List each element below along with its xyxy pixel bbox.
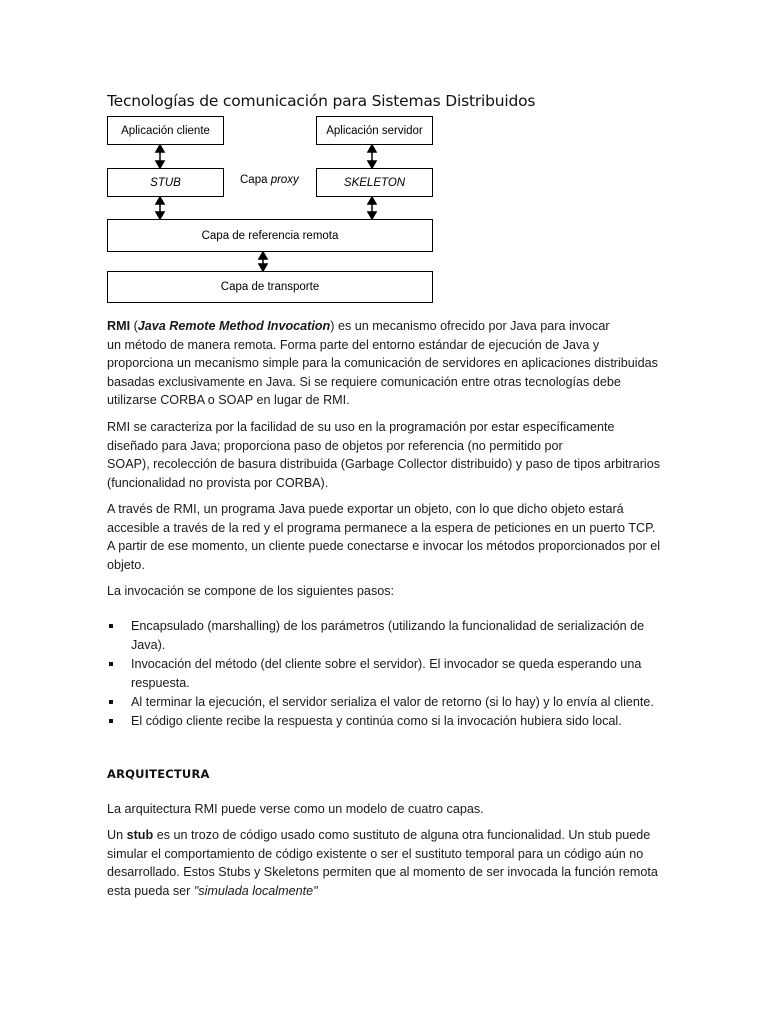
rmi-export-paragraph: A través de RMI, un programa Java puede exportar un objeto, con lo que dicho objeto estará accesible a través de la red y el programa permanece a la espera de peticiones en un puerto TCP. A partir de ese momento, un cliente puede conectarse e invocar los métodos proporcionados por el objeto. xyxy=(107,502,661,572)
rmi-layer-diagram xyxy=(0,0,768,320)
architecture-heading: ARQUITECTURA xyxy=(107,767,210,781)
client-app-box: Aplicación cliente xyxy=(107,116,224,145)
invocation-steps-intro: La invocación se compone de los siguientes pasos: xyxy=(107,584,395,598)
proxy-layer-label: Capa proxy xyxy=(240,174,299,186)
list-item: El código cliente recibe la respuesta y continúa como si la invocación hubiera sido local. xyxy=(107,712,667,731)
arrowhead-down xyxy=(259,264,267,271)
arrowhead-up xyxy=(156,145,164,152)
architecture-paragraph: La arquitectura RMI puede verse como un modelo de cuatro capas. xyxy=(107,802,484,816)
invocation-steps-list xyxy=(107,617,667,731)
remote-reference-box: Capa de referencia remota xyxy=(107,219,433,252)
arrowhead-down xyxy=(368,212,376,219)
server-app-box: Aplicación servidor xyxy=(316,116,433,145)
bullet-icon xyxy=(109,700,113,704)
arrowhead-down xyxy=(368,161,376,168)
transport-box: Capa de transporte xyxy=(107,271,433,303)
bullet-icon xyxy=(109,662,113,666)
arrowhead-up xyxy=(368,145,376,152)
list-item: Encapsulado (marshalling) de los parámetros (utilizando la funcionalidad de serialización de Java). xyxy=(107,617,667,655)
arrowhead-down xyxy=(156,161,164,168)
list-item: Al terminar la ejecución, el servidor serializa el valor de retorno (si lo hay) y lo envía al cliente. xyxy=(107,693,667,712)
stub-box: STUB xyxy=(107,168,224,197)
arrowhead-up xyxy=(368,197,376,204)
bullet-icon xyxy=(109,719,113,723)
bullet-icon xyxy=(109,624,113,628)
arrowhead-up xyxy=(259,252,267,259)
page-title: Tecnologías de comunicación para Sistemas Distribuidos xyxy=(107,92,536,110)
rmi-features-paragraph: RMI se caracteriza por la facilidad de su uso en la programación por estar específicamente diseñado para Java; proporciona paso de objetos por referencia (no permitido por SOAP), recolección de basura distribuida (Garbage Collector distribuido) y paso de tipos arbitrarios (funcionalidad no provista por CORBA). xyxy=(107,420,660,490)
arrowhead-up xyxy=(156,197,164,204)
skeleton-box: SKELETON xyxy=(316,168,433,197)
arrowhead-down xyxy=(156,212,164,219)
list-item: Invocación del método (del cliente sobre el servidor). El invocador se queda esperando una respuesta. xyxy=(107,655,667,693)
stub-paragraph: Un stub es un trozo de código usado como sustituto de alguna otra funcionalidad. Un stub puede simular el comportamiento de código existente o ser el sustituto temporal para un código aún no desarrollado. Estos Stubs y Skeletons permiten que al momento de ser invocada la función remota esta pueda ser "simulada localmente" xyxy=(107,828,658,898)
rmi-intro-paragraph: RMI (Java Remote Method Invocation) es un mecanismo ofrecido por Java para invocar un método de manera remota. Forma parte del entorno estándar de ejecución de Java y proporciona un mecanismo simple para la comunicación de servidores en aplicaciones distribuidas basadas exclusivamente en Java. Si se requiere comunicación entre otras tecnologías debe utilizarse CORBA o SOAP en lugar de RMI. xyxy=(107,319,658,407)
